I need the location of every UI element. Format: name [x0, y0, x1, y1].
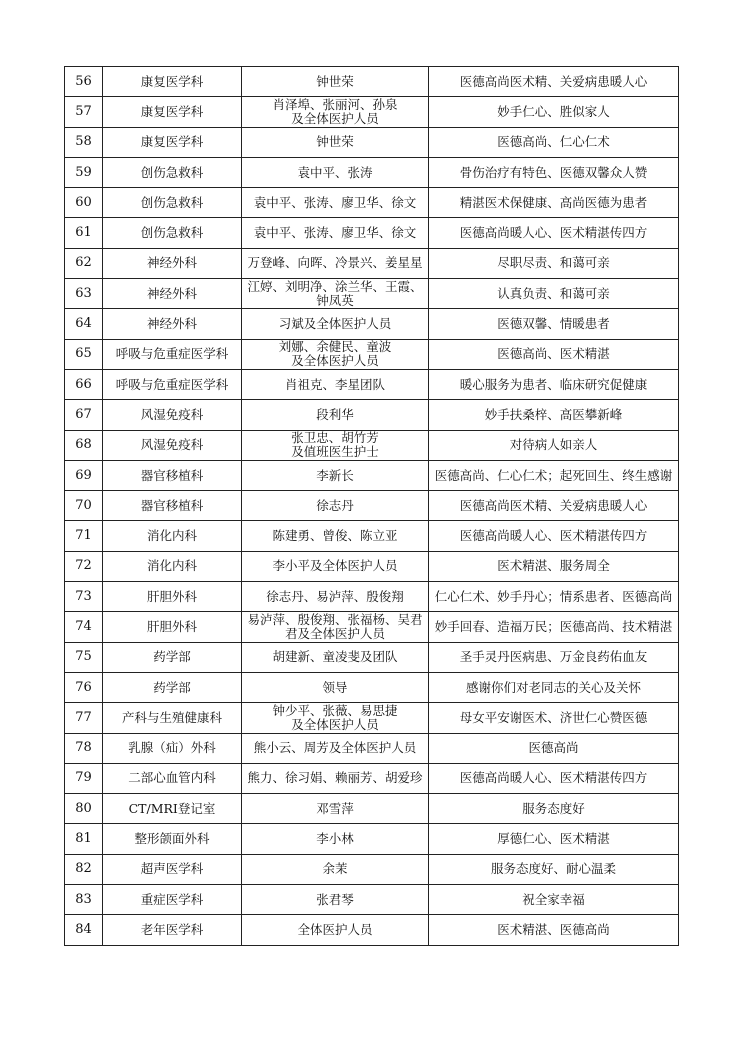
honoree-name-line: 习斌及全体医护人员 — [278, 316, 392, 332]
honoree-names-cell — [242, 642, 429, 672]
honoree-names-cell — [242, 400, 429, 430]
table-row — [65, 309, 679, 339]
message-cell: 骨伤治疗有特色、医德双馨众人赞 — [429, 157, 679, 187]
table-row — [65, 491, 679, 521]
message-cell: 医德高尚、仁心仁术；起死回生、终生感谢 — [429, 460, 679, 490]
table-row — [65, 157, 679, 187]
table-row — [65, 460, 679, 490]
honoree-name-line: 熊小云、周芳及全体医护人员 — [253, 740, 417, 756]
row-number: 73 — [65, 582, 103, 612]
department-cell: 肝胆外科 — [103, 582, 242, 612]
honoree-name-line: 袁中平、张涛 — [297, 164, 373, 180]
row-number: 79 — [65, 763, 103, 793]
row-number: 83 — [65, 885, 103, 915]
row-number: 61 — [65, 218, 103, 248]
honoree-name-line: 陈建勇、曾俊、陈立亚 — [272, 528, 398, 544]
honoree-names-cell — [242, 430, 429, 460]
message-cell: 服务态度好 — [429, 794, 679, 824]
message-cell: 厚德仁心、医术精湛 — [429, 824, 679, 854]
table-row — [65, 612, 679, 642]
row-number: 64 — [65, 309, 103, 339]
honoree-name-line: 肖祖克、李星团队 — [284, 376, 385, 392]
message-cell: 医术精湛、服务周全 — [429, 551, 679, 581]
honoree-names-cell — [242, 582, 429, 612]
honoree-names-cell — [242, 188, 429, 218]
table-row — [65, 763, 679, 793]
department-cell: 康复医学科 — [103, 97, 242, 127]
table-row — [65, 794, 679, 824]
department-cell: 创伤急救科 — [103, 218, 242, 248]
department-cell: 呼吸与危重症医学科 — [103, 369, 242, 399]
table-row — [65, 430, 679, 460]
row-number: 77 — [65, 703, 103, 733]
department-cell: 老年医学科 — [103, 915, 242, 945]
table-row — [65, 218, 679, 248]
honoree-name-line: 君及全体医护人员 — [284, 625, 385, 641]
honoree-names-cell — [242, 309, 429, 339]
table-row — [65, 824, 679, 854]
message-cell: 圣手灵丹医病患、万金良药佑血友 — [429, 642, 679, 672]
message-cell: 医德高尚医术精、关爱病患暖人心 — [429, 67, 679, 97]
message-cell: 医德高尚暖人心、医术精湛传四方 — [429, 521, 679, 551]
row-number: 80 — [65, 794, 103, 824]
department-cell: 产科与生殖健康科 — [103, 703, 242, 733]
department-cell: 器官移植科 — [103, 460, 242, 490]
row-number: 67 — [65, 400, 103, 430]
department-cell: 神经外科 — [103, 309, 242, 339]
honoree-name-line: 李小林 — [316, 831, 354, 847]
row-number: 78 — [65, 733, 103, 763]
honoree-names-cell — [242, 915, 429, 945]
message-cell: 仁心仁术、妙手丹心；情系患者、医德高尚 — [429, 582, 679, 612]
honoree-name-line: 江婷、刘明净、涂兰华、王霞、 — [247, 278, 423, 294]
department-cell: 器官移植科 — [103, 491, 242, 521]
honoree-name-line: 及值班医生护士 — [291, 444, 379, 460]
honoree-names-cell — [242, 854, 429, 884]
honoree-names-cell — [242, 794, 429, 824]
table-body — [65, 67, 679, 946]
department-cell: 康复医学科 — [103, 127, 242, 157]
honoree-names-cell — [242, 703, 429, 733]
department-cell: 重症医学科 — [103, 885, 242, 915]
honoree-name-line: 袁中平、张涛、廖卫华、徐文 — [253, 225, 417, 241]
department-cell: 创伤急救科 — [103, 157, 242, 187]
honoree-name-line: 及全体医护人员 — [291, 110, 379, 126]
message-cell: 医德高尚 — [429, 733, 679, 763]
department-cell: 肝胆外科 — [103, 612, 242, 642]
message-cell: 妙手扶桑梓、高医攀新峰 — [429, 400, 679, 430]
department-cell: 风湿免疫科 — [103, 400, 242, 430]
honoree-names-cell — [242, 339, 429, 369]
honoree-name-line: 熊力、徐习娟、赖丽芳、胡爱珍 — [247, 770, 423, 786]
honoree-name-line: 邓雪萍 — [316, 800, 354, 816]
table-row — [65, 188, 679, 218]
honoree-name-line: 钟世荣 — [316, 134, 354, 150]
row-number: 72 — [65, 551, 103, 581]
department-cell: 消化内科 — [103, 551, 242, 581]
honoree-names-cell — [242, 885, 429, 915]
honoree-names-cell — [242, 672, 429, 702]
table-row — [65, 672, 679, 702]
row-number: 59 — [65, 157, 103, 187]
row-number: 65 — [65, 339, 103, 369]
honoree-name-line: 张卫忠、胡竹芳 — [291, 430, 379, 446]
row-number: 69 — [65, 460, 103, 490]
message-cell: 医德高尚暖人心、医术精湛传四方 — [429, 218, 679, 248]
message-cell: 妙手回春、造福万民；医德高尚、技术精湛 — [429, 612, 679, 642]
row-number: 76 — [65, 672, 103, 702]
honoree-name-line: 徐志丹、易泸萍、殷俊翔 — [266, 588, 404, 604]
table-row — [65, 703, 679, 733]
row-number: 81 — [65, 824, 103, 854]
honoree-names-cell — [242, 248, 429, 278]
honoree-names-cell — [242, 612, 429, 642]
table-row — [65, 339, 679, 369]
table-row — [65, 551, 679, 581]
honoree-names-cell — [242, 279, 429, 309]
table-row — [65, 521, 679, 551]
row-number: 66 — [65, 369, 103, 399]
honoree-name-line: 余茉 — [322, 861, 348, 877]
table-row — [65, 854, 679, 884]
table-row — [65, 915, 679, 945]
honoree-name-line: 钟世荣 — [316, 73, 354, 89]
honoree-names-cell — [242, 127, 429, 157]
message-cell: 医德高尚、仁心仁术 — [429, 127, 679, 157]
honoree-name-line: 袁中平、张涛、廖卫华、徐文 — [253, 194, 417, 210]
department-cell: 消化内科 — [103, 521, 242, 551]
department-cell: 神经外科 — [103, 279, 242, 309]
honoree-name-line: 肖泽埠、张丽河、孙泉 — [272, 96, 398, 112]
message-cell: 医德双馨、情暖患者 — [429, 309, 679, 339]
honoree-names-cell — [242, 97, 429, 127]
honoree-name-line: 张君琴 — [316, 891, 354, 907]
honoree-names-cell — [242, 491, 429, 521]
honoree-name-line: 李小平及全体医护人员 — [272, 558, 398, 574]
table-row — [65, 885, 679, 915]
department-cell: 药学部 — [103, 672, 242, 702]
message-cell: 精湛医术保健康、高尚医德为患者 — [429, 188, 679, 218]
department-cell: 乳腺（疝）外科 — [103, 733, 242, 763]
honoree-name-line: 全体医护人员 — [297, 921, 373, 937]
table-row — [65, 733, 679, 763]
message-cell: 对待病人如亲人 — [429, 430, 679, 460]
honoree-name-line: 钟凤英 — [316, 292, 354, 308]
row-number: 71 — [65, 521, 103, 551]
message-cell: 认真负责、和蔼可亲 — [429, 279, 679, 309]
honoree-names-cell — [242, 67, 429, 97]
message-cell: 尽职尽责、和蔼可亲 — [429, 248, 679, 278]
row-number: 68 — [65, 430, 103, 460]
honoree-names-cell — [242, 521, 429, 551]
table-row — [65, 279, 679, 309]
honoree-name-line: 及全体医护人员 — [291, 353, 379, 369]
message-cell: 感谢你们对老同志的关心及关怀 — [429, 672, 679, 702]
honoree-name-line: 刘娜、余健民、童波 — [278, 339, 392, 355]
honoree-names-cell — [242, 369, 429, 399]
row-number: 74 — [65, 612, 103, 642]
row-number: 63 — [65, 279, 103, 309]
message-cell: 祝全家幸福 — [429, 885, 679, 915]
honoree-names-cell — [242, 551, 429, 581]
honoree-name-line: 钟少平、张薇、易思捷 — [272, 702, 398, 718]
department-cell: CT/MRI登记室 — [103, 794, 242, 824]
honoree-names-cell — [242, 460, 429, 490]
honoree-names-cell — [242, 218, 429, 248]
message-cell: 医德高尚医术精、关爱病患暖人心 — [429, 491, 679, 521]
honoree-names-cell — [242, 157, 429, 187]
message-cell: 医德高尚、医术精湛 — [429, 339, 679, 369]
message-cell: 妙手仁心、胜似家人 — [429, 97, 679, 127]
row-number: 84 — [65, 915, 103, 945]
honoree-names-cell — [242, 763, 429, 793]
table-row — [65, 248, 679, 278]
table-row — [65, 369, 679, 399]
row-number: 60 — [65, 188, 103, 218]
honoree-name-line: 胡建新、童凌斐及团队 — [272, 649, 398, 665]
honoree-name-line: 及全体医护人员 — [291, 716, 379, 732]
commendation-table — [64, 66, 679, 946]
honoree-name-line: 徐志丹 — [316, 497, 354, 513]
message-cell: 医术精湛、医德高尚 — [429, 915, 679, 945]
department-cell: 超声医学科 — [103, 854, 242, 884]
department-cell: 药学部 — [103, 642, 242, 672]
row-number: 57 — [65, 97, 103, 127]
message-cell: 医德高尚暖人心、医术精湛传四方 — [429, 763, 679, 793]
message-cell: 暖心服务为患者、临床研究促健康 — [429, 369, 679, 399]
department-cell: 康复医学科 — [103, 67, 242, 97]
document-page — [64, 66, 678, 946]
table-row — [65, 67, 679, 97]
department-cell: 二部心血管内科 — [103, 763, 242, 793]
department-cell: 风湿免疫科 — [103, 430, 242, 460]
honoree-name-line: 李新长 — [316, 467, 354, 483]
row-number: 75 — [65, 642, 103, 672]
table-row — [65, 642, 679, 672]
honoree-names-cell — [242, 733, 429, 763]
honoree-name-line: 段利华 — [316, 406, 354, 422]
row-number: 70 — [65, 491, 103, 521]
message-cell: 母女平安谢医术、济世仁心赞医德 — [429, 703, 679, 733]
department-cell: 呼吸与危重症医学科 — [103, 339, 242, 369]
honoree-name-line: 万登峰、向晖、冷景兴、姜星星 — [247, 255, 423, 271]
honoree-names-cell — [242, 824, 429, 854]
message-cell: 服务态度好、耐心温柔 — [429, 854, 679, 884]
honoree-name-line: 易泸萍、殷俊翔、张福杨、吴君 — [247, 611, 423, 627]
table-row — [65, 582, 679, 612]
department-cell: 神经外科 — [103, 248, 242, 278]
row-number: 62 — [65, 248, 103, 278]
row-number: 56 — [65, 67, 103, 97]
department-cell: 整形颌面外科 — [103, 824, 242, 854]
department-cell: 创伤急救科 — [103, 188, 242, 218]
honoree-name-line: 领导 — [322, 679, 348, 695]
table-row — [65, 97, 679, 127]
table-row — [65, 127, 679, 157]
row-number: 82 — [65, 854, 103, 884]
row-number: 58 — [65, 127, 103, 157]
table-row — [65, 400, 679, 430]
